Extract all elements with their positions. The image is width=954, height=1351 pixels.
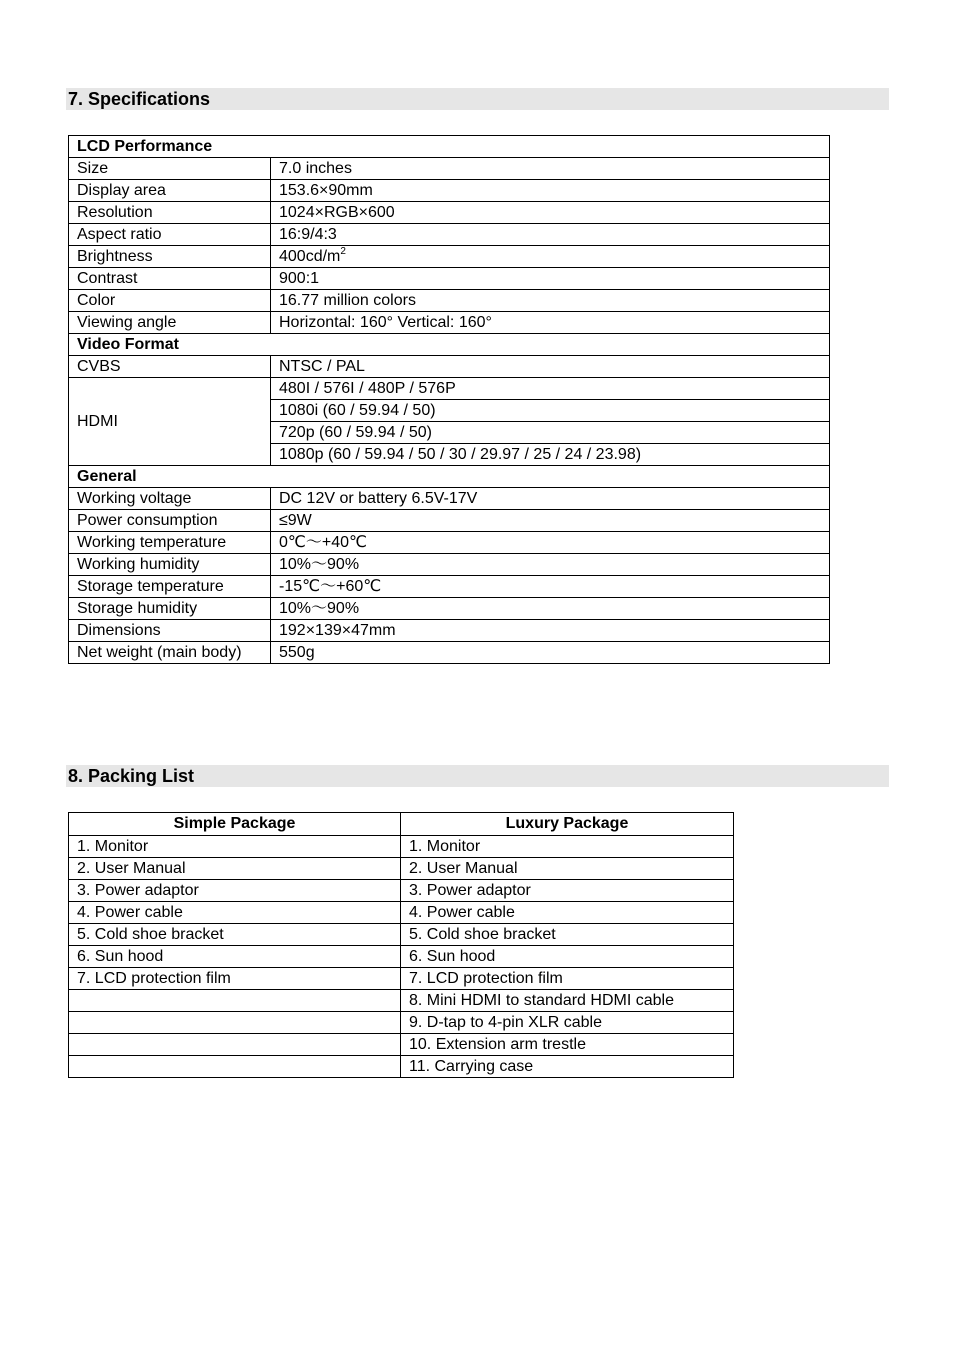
- simple-item: 1. Monitor: [69, 836, 401, 858]
- spec-label: Size: [69, 158, 271, 180]
- spec-value: 480I / 576I / 480P / 576P: [271, 378, 830, 400]
- luxury-item: 2. User Manual: [401, 858, 734, 880]
- spec-label: Storage humidity: [69, 598, 271, 620]
- spec-row-brightness: [69, 246, 830, 268]
- spec-value: 7.0 inches: [271, 158, 830, 180]
- simple-item: 7. LCD protection film: [69, 968, 401, 990]
- simple-item: 4. Power cable: [69, 902, 401, 924]
- spec-value: [271, 246, 830, 268]
- spec-label: Aspect ratio: [69, 224, 271, 246]
- spec-row-net-weight: [69, 642, 830, 664]
- spec-value: 10%～90%: [271, 554, 830, 576]
- simple-item: 2. User Manual: [69, 858, 401, 880]
- spec-value: 550g: [271, 642, 830, 664]
- spec-value: 153.6×90mm: [271, 180, 830, 202]
- luxury-item: 3. Power adaptor: [401, 880, 734, 902]
- spec-label: CVBS: [69, 356, 271, 378]
- luxury-item: 7. LCD protection film: [401, 968, 734, 990]
- spec-row-resolution: [69, 202, 830, 224]
- spec-value: 900:1: [271, 268, 830, 290]
- spec-row-working-temperature: [69, 532, 830, 554]
- spec-label: Contrast: [69, 268, 271, 290]
- packing-row: [69, 858, 734, 880]
- packing-row: [69, 924, 734, 946]
- specifications-table: [68, 135, 830, 664]
- spec-label: Resolution: [69, 202, 271, 224]
- column-header-simple: Simple Package: [69, 813, 401, 836]
- spec-label: Working humidity: [69, 554, 271, 576]
- spec-label: Working temperature: [69, 532, 271, 554]
- spec-value: 16.77 million colors: [271, 290, 830, 312]
- spec-value: 1024×RGB×600: [271, 202, 830, 224]
- packing-row: [69, 968, 734, 990]
- spec-label: Net weight (main body): [69, 642, 271, 664]
- spec-label-hdmi: HDMI: [69, 378, 271, 466]
- spec-value: Horizontal: 160° Vertical: 160°: [271, 312, 830, 334]
- spec-label: Display area: [69, 180, 271, 202]
- spec-value: 10%～90%: [271, 598, 830, 620]
- spec-value: NTSC / PAL: [271, 356, 830, 378]
- group-title: Video Format: [69, 334, 830, 356]
- simple-item: 6. Sun hood: [69, 946, 401, 968]
- spec-label: Storage temperature: [69, 576, 271, 598]
- luxury-item: 10. Extension arm trestle: [401, 1034, 734, 1056]
- simple-item-empty: [69, 1012, 401, 1034]
- spec-row-size: [69, 158, 830, 180]
- simple-item: 3. Power adaptor: [69, 880, 401, 902]
- spec-label: Brightness: [69, 246, 271, 268]
- spec-row-working-humidity: [69, 554, 830, 576]
- packing-row: [69, 1034, 734, 1056]
- luxury-item: 8. Mini HDMI to standard HDMI cable: [401, 990, 734, 1012]
- spec-value: DC 12V or battery 6.5V-17V: [271, 488, 830, 510]
- luxury-item: 11. Carrying case: [401, 1056, 734, 1078]
- packing-header-row: [69, 813, 734, 836]
- spec-label: Power consumption: [69, 510, 271, 532]
- group-title: General: [69, 466, 830, 488]
- spec-value: 16:9/4:3: [271, 224, 830, 246]
- spec-row-cvbs: [69, 356, 830, 378]
- specifications-heading: 7. Specifications: [66, 88, 889, 110]
- packing-list-table: [68, 812, 734, 1078]
- group-row-video-format: [69, 334, 830, 356]
- luxury-item: 9. D-tap to 4-pin XLR cable: [401, 1012, 734, 1034]
- spec-row-power-consumption: [69, 510, 830, 532]
- simple-item-empty: [69, 1056, 401, 1078]
- spec-value: -15℃～+60℃: [271, 576, 830, 598]
- spec-row-aspect-ratio: [69, 224, 830, 246]
- packing-row: [69, 1056, 734, 1078]
- brightness-exponent: 2: [340, 245, 346, 257]
- spec-value: ≤9W: [271, 510, 830, 532]
- spec-row-color: [69, 290, 830, 312]
- packing-row: [69, 946, 734, 968]
- spec-label: Dimensions: [69, 620, 271, 642]
- luxury-item: 5. Cold shoe bracket: [401, 924, 734, 946]
- packing-row: [69, 902, 734, 924]
- spec-row-display-area: [69, 180, 830, 202]
- luxury-item: 6. Sun hood: [401, 946, 734, 968]
- spec-value: 192×139×47mm: [271, 620, 830, 642]
- simple-item: 5. Cold shoe bracket: [69, 924, 401, 946]
- packing-row: [69, 990, 734, 1012]
- spec-row-storage-humidity: [69, 598, 830, 620]
- packing-row: [69, 880, 734, 902]
- spec-row-working-voltage: [69, 488, 830, 510]
- spec-row-contrast: [69, 268, 830, 290]
- packing-row: [69, 1012, 734, 1034]
- group-row-general: [69, 466, 830, 488]
- brightness-value: 400cd/m: [279, 248, 341, 265]
- packing-row: [69, 836, 734, 858]
- luxury-item: 1. Monitor: [401, 836, 734, 858]
- simple-item-empty: [69, 1034, 401, 1056]
- column-header-luxury: Luxury Package: [401, 813, 734, 836]
- spec-label: Viewing angle: [69, 312, 271, 334]
- simple-item-empty: [69, 990, 401, 1012]
- spec-value: 0℃～+40℃: [271, 532, 830, 554]
- packing-list-heading: 8. Packing List: [66, 765, 889, 787]
- spec-label: Color: [69, 290, 271, 312]
- spec-row-storage-temperature: [69, 576, 830, 598]
- spec-row-viewing-angle: [69, 312, 830, 334]
- luxury-item: 4. Power cable: [401, 902, 734, 924]
- spec-value: 720p (60 / 59.94 / 50): [271, 422, 830, 444]
- group-title: LCD Performance: [69, 136, 830, 158]
- spec-label: Working voltage: [69, 488, 271, 510]
- spec-value: 1080p (60 / 59.94 / 50 / 30 / 29.97 / 25 / 24 / 23.98): [271, 444, 830, 466]
- spec-value: 1080i (60 / 59.94 / 50): [271, 400, 830, 422]
- spec-row-hdmi: [69, 378, 830, 400]
- group-row-lcd-performance: [69, 136, 830, 158]
- spec-row-dimensions: [69, 620, 830, 642]
